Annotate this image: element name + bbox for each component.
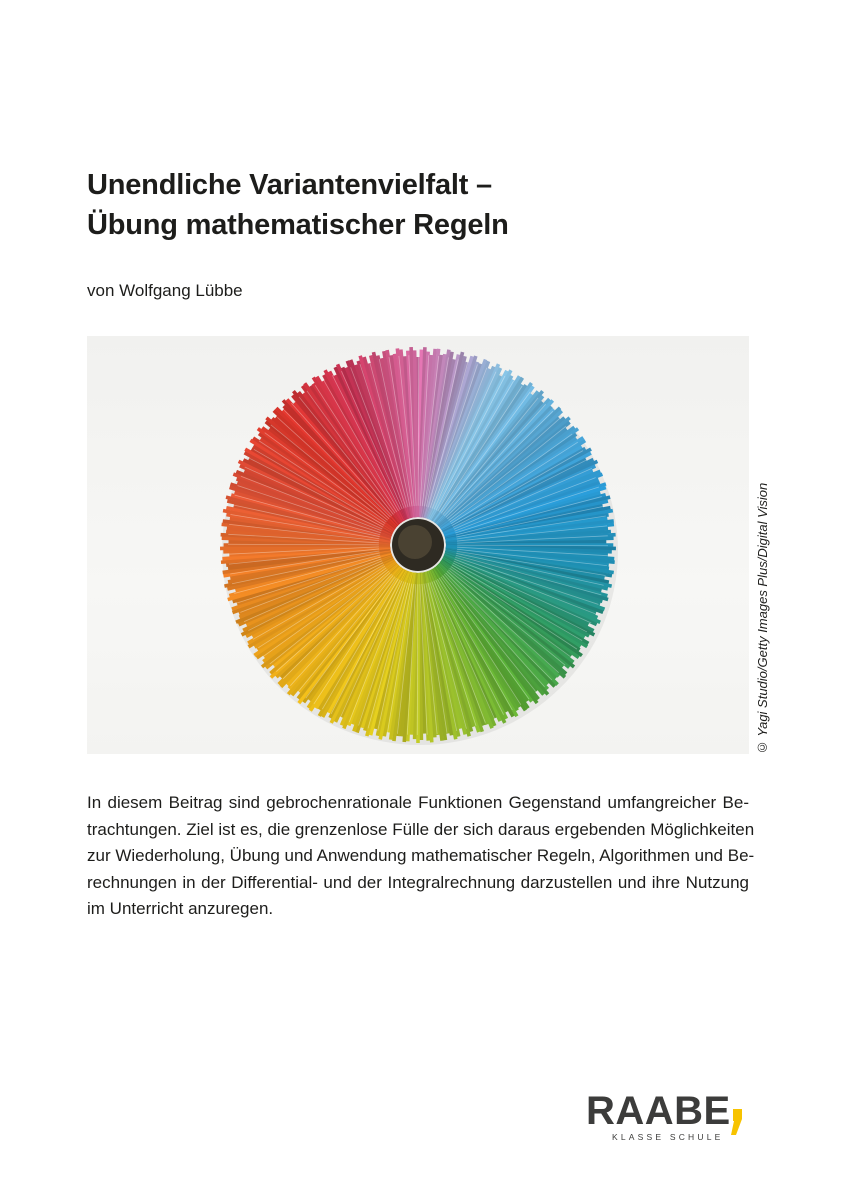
- photo-credit: © Yagi Studio/Getty Images Plus/Digital Vision: [755, 482, 770, 755]
- abstract: [87, 790, 755, 923]
- author-line: von Wolfgang Lübbe: [87, 281, 243, 300]
- raabe-logo: [586, 1089, 756, 1149]
- cover-photo: [87, 336, 749, 754]
- fan-center-depth: [398, 525, 432, 559]
- abstract-line: rechnungen in der Differential- und der Integralrechnung darzustellen und ihre Nutzung: [87, 872, 749, 892]
- abstract-line: zur Wiederholung, Übung und Anwendung mathematischer Regeln, Algorithmen und Be-: [87, 846, 755, 865]
- logo-tagline: KLASSE SCHULE: [612, 1132, 724, 1142]
- fan-pages: [220, 347, 618, 745]
- title-line-1: Unendliche Variantenvielfalt –: [87, 169, 492, 201]
- book-fan-illustration: [87, 336, 749, 754]
- abstract-line: im Unterricht anzuregen.: [87, 899, 274, 918]
- abstract-line: trachtungen. Ziel ist es, die grenzenlose Fülle der sich daraus ergebenden Möglichkeiten: [87, 819, 755, 839]
- logo-comma-icon: [730, 1109, 744, 1135]
- title-line-2: Übung mathematischer Regeln: [87, 209, 509, 241]
- logo-wordmark: RAABE: [586, 1089, 731, 1133]
- abstract-line: In diesem Beitrag sind gebrochenrationale Funktionen Gegenstand umfangreicher Be-: [87, 793, 749, 812]
- document-title: [87, 165, 509, 245]
